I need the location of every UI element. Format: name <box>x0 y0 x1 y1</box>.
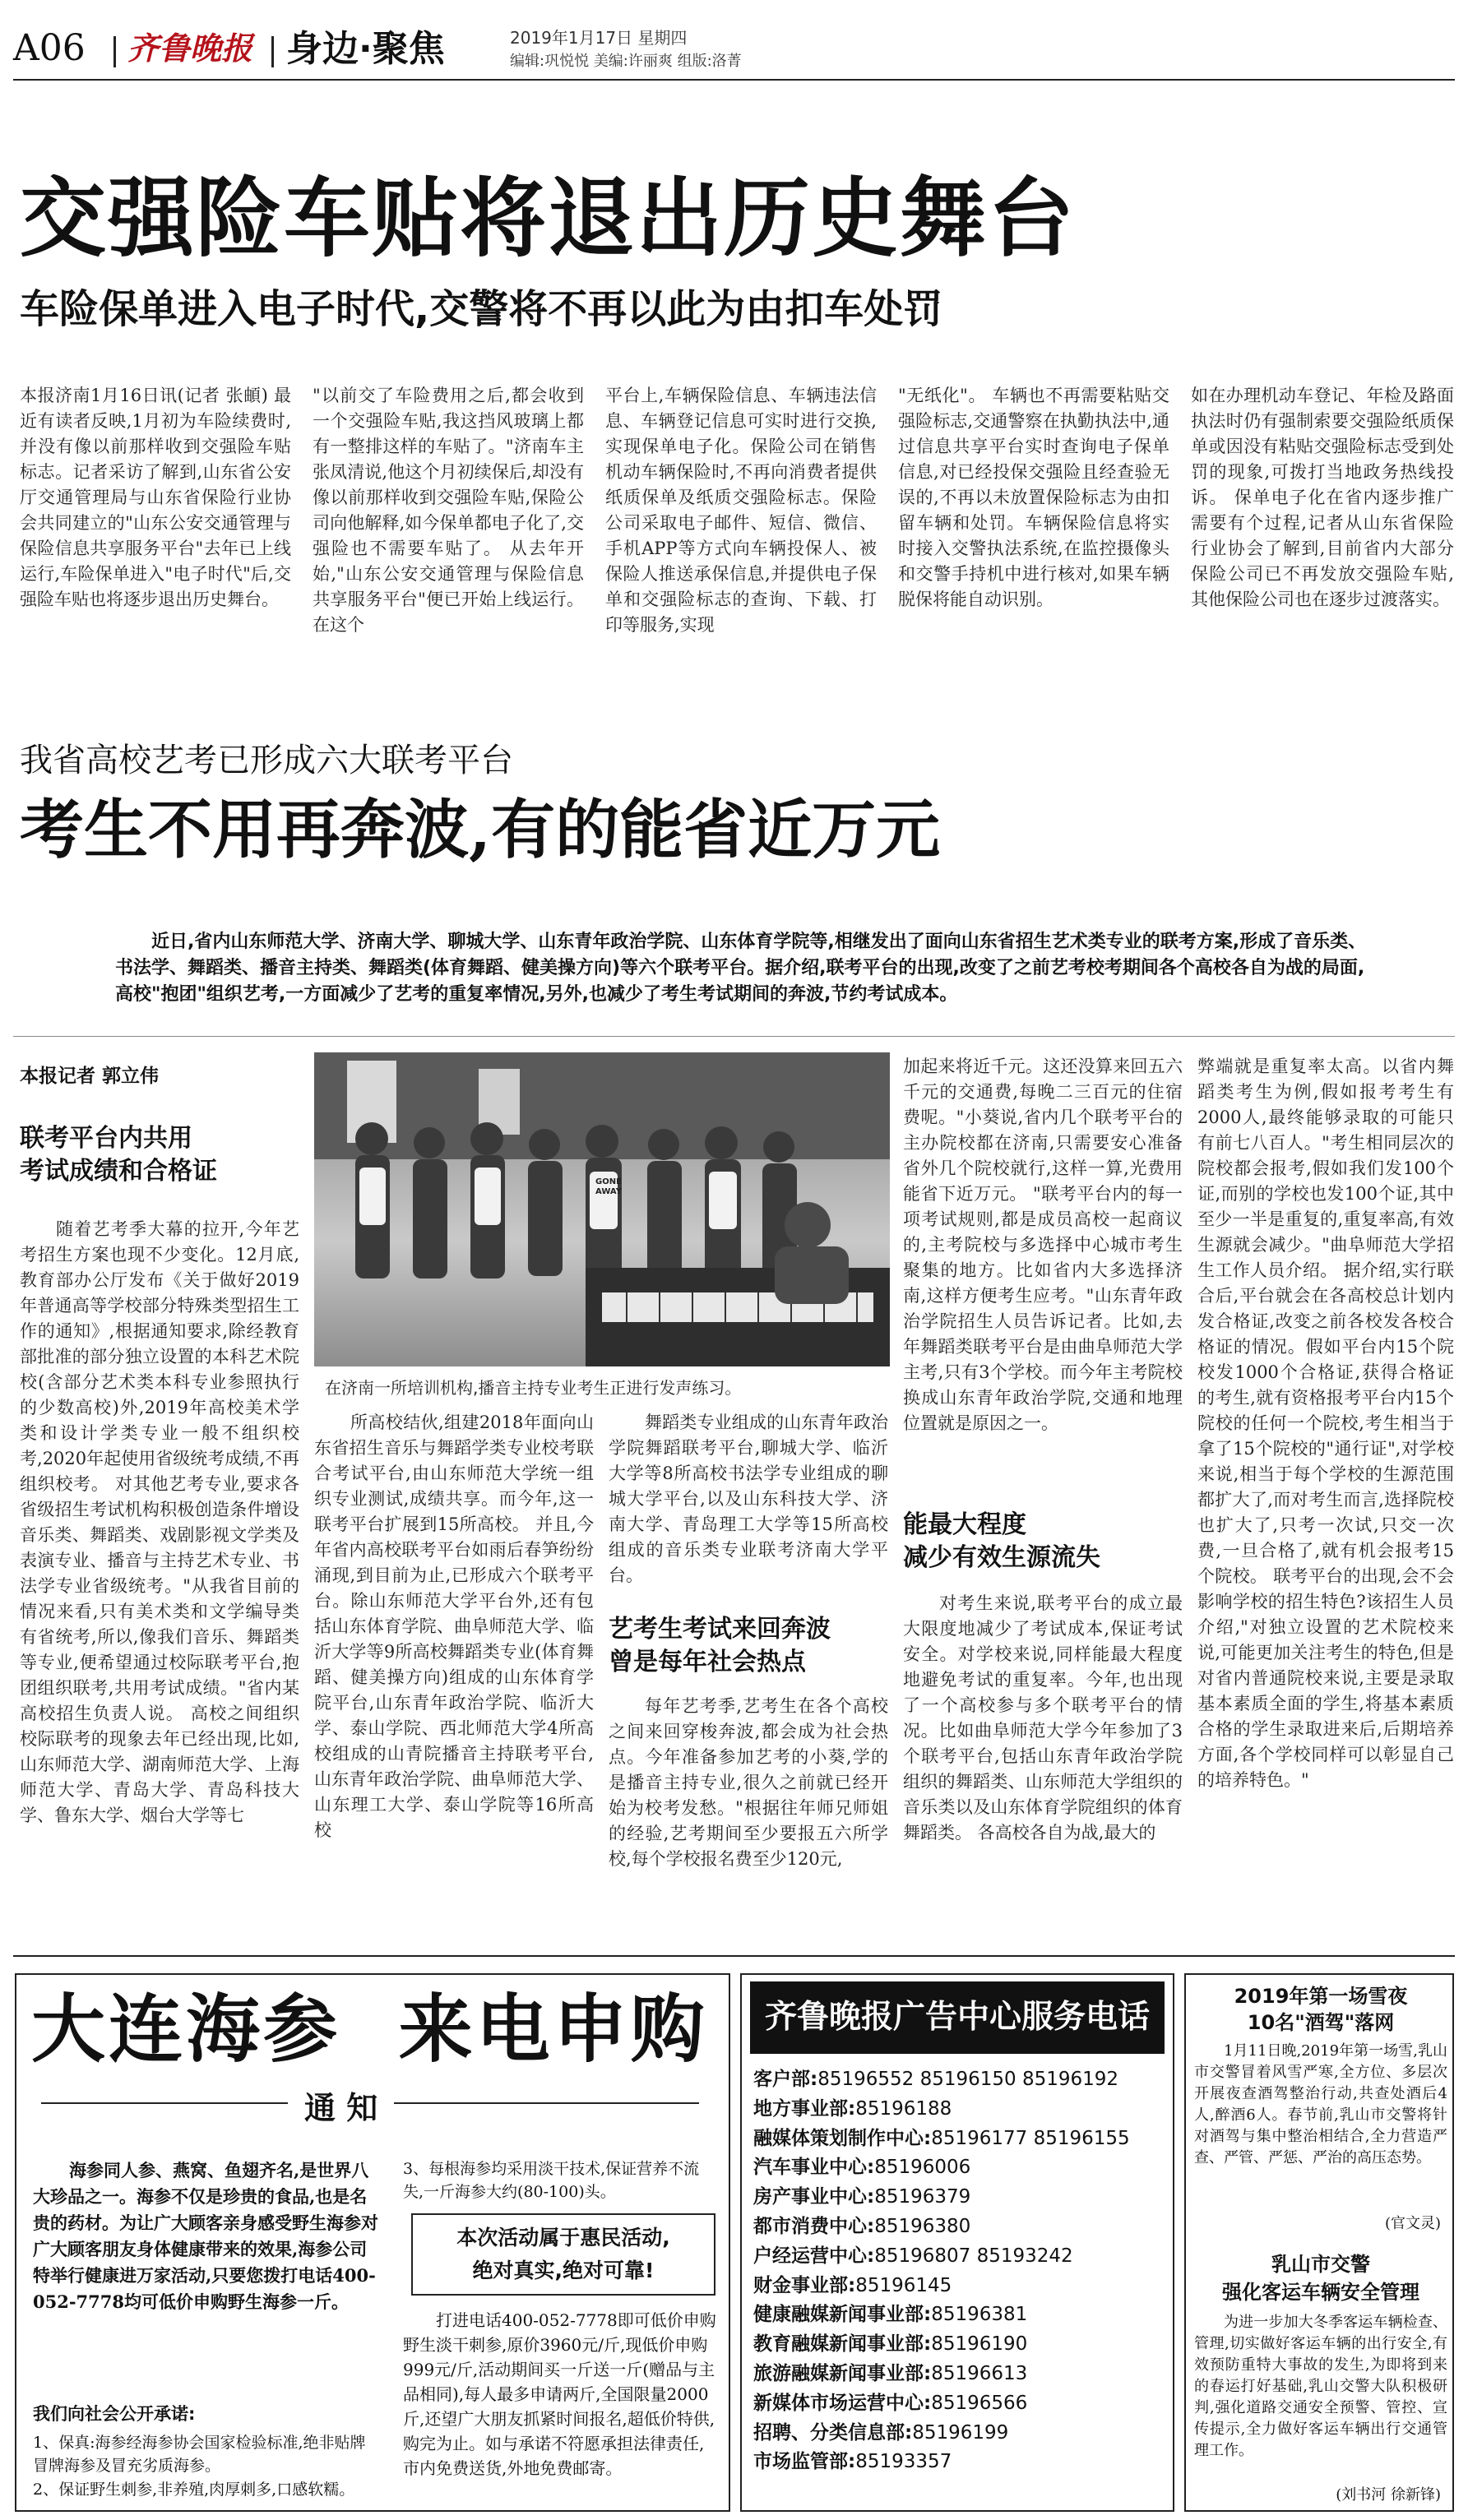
photo-illustration <box>314 1052 890 1366</box>
story2-col-3: 舞蹈类专业组成的山东青年政治学院舞蹈联考平台,聊城大学、临沂大学等8所高校书法学专业组成的聊城大学平台,以及山东科技大学、济南大学、青岛理工大学等15所高校组成的音乐类专业联考济南大学平台。 <box>609 1413 888 1585</box>
ad3-title-2: 乳山市交警 强化客运车辆安全管理 <box>1222 2253 1419 2304</box>
story2-col-2: 所高校结伙,组建2018年面向山东省招生音乐与舞蹈学类专业校考联合考试平台,由山东师范大学统一组织专业测试,成绩共享。而今年,这一联考平台扩展到15所高校。 并且,今年省内高校联考平台如雨后春笋纷纷涌现,到目前为止,已形成六个联考平台。除山东师范大学平台外,还有包括山东体育学院、曲阜师范大学、临沂大学等9所高校舞蹈类专业(体育舞蹈、健美操方向)组成的山东体育学院平台,山东青年政治学院、临沂大学、泰山学院、西北师范大学4所高校组成的山青院播音主持联考平台,山东青年政治学院、曲阜师范大学、山东理工大学、泰山学院等16所高校 <box>314 1413 594 1840</box>
ad2-title: 齐鲁晚报广告中心服务电话 <box>750 1981 1165 2054</box>
story2-subhead-3: 能最大程度 减少有效生源流失 <box>903 1510 1100 1572</box>
ad3-sig-2: (刘书河 徐新锋) <box>1336 2486 1441 2504</box>
story2-kicker: 我省高校艺考已形成六大联考平台 <box>20 742 513 779</box>
ad1-pledge-1: 1、保真:海参经海参协会国家检验标准,绝非贴牌冒牌海参及冒充劣质海参。 <box>33 2434 366 2475</box>
ad2-row: 汽车事业中心:85196006 <box>753 2157 971 2179</box>
story2-subhead-2: 艺考生考试来回奔波 曾是每年社会热点 <box>609 1615 831 1676</box>
ad2-row: 都市消费中心:85196380 <box>753 2215 971 2237</box>
ad1-pledge-2: 2、保证野生刺参,非养殖,肉厚刺多,口感软糯。 <box>33 2481 355 2499</box>
ad2-row: 财金事业部:85196145 <box>753 2274 952 2296</box>
story2-intro: 近日,省内山东师范大学、济南大学、聊城大学、山东青年政治学院、山东体育学院等,相继发出了面向山东省招生艺术类专业的联考方案,形成了音乐类、书法学、舞蹈类、播音主持类、舞蹈类(体育舞蹈、健美操方向)等六个联考平台。据介绍,联考平台的出现,改变了之前艺考校考期间各个高校各自为战的局面,高校"抱团"组织艺考,一方面减少了艺考的重复率情况,另外,也减少了考生考试期间的奔波,节约考试成本。 <box>115 932 1367 1005</box>
ad2-row: 房产事业中心:85196379 <box>753 2186 971 2208</box>
ad3-sig-1: (官文灵) <box>1384 2215 1441 2232</box>
ad3-body-2: 为进一步加大冬季客运车辆检查、管理,切实做好客运车辆的出行安全,有效预防重特大事故的发生,为即将到来的春运打好基础,乳山交警大队积极研判,强化道路交通安全预警、管控、宣传提示,全力做好客运车辆出行交通管理工作。 <box>1194 2314 1447 2459</box>
photo-caption: 在济南一所培训机构,播音主持专业考生正进行发声练习。 <box>325 1378 742 1398</box>
ad2-row: 旅游融媒新闻事业部:85196613 <box>753 2362 1028 2384</box>
ad1-promise-box: 本次活动属于惠民活动, 绝对真实,绝对可靠! <box>411 2213 715 2296</box>
ad1-pledge: 我们向社会公开承诺: <box>33 2404 196 2424</box>
story1-col-4: "无纸化"。 车辆也不再需要粘贴交强险标志,交通警察在执勤执法中,通过信息共享平台实时查询电子保单信息,对已经投保交强险且经查验无误的,不再以未放置保险标志为由扣留车辆和处罚。车辆保险信息将实时接入交警执法系统,在监控摄像头和交警手持机中进行核对,如果车辆脱保将能自动识别。 <box>898 386 1169 609</box>
ad3-title-1: 2019年第一场雪夜 10名"酒驾"落网 <box>1234 1985 1408 2034</box>
story1-col-3: 平台上,车辆保险信息、车辆违法信息、车辆登记信息可实时进行交换,实现保单电子化。保险公司在销售机动车辆保险时,不再向消费者提供纸质保单及纸质交强险标志。保险公司采取电子邮件、短信、微信、手机APP等方式向车辆投保人、被保险人推送承保信息,并提供电子保单和交强险标志的查询、下载、打印等服务,实现 <box>605 386 877 635</box>
story2-col-4b: 对考生来说,联考平台的成立最大限度地减少了考试成本,保证考试安全。对学校来说,同样能最大程度地避免考试的重复率。今年,也出现了一个高校参与多个联考平台的情况。比如曲阜师范大学今年参加了3个联考平台,包括山东青年政治学院组织的舞蹈类、山东师范大学组织的音乐类以及山东体育学院组织的体育舞蹈类。 各高校各自为战,最大的 <box>903 1593 1183 1843</box>
ad2-row: 招聘、分类信息部:85196199 <box>753 2421 1009 2444</box>
ad1-notice: 通 知 <box>288 2092 394 2125</box>
photo-shirt-text: GONE AWAY <box>595 1177 622 1196</box>
ad2-row: 客户部:85196552 85196150 85196192 <box>753 2069 1119 2090</box>
ad2-row: 地方事业部:85196188 <box>753 2097 952 2120</box>
story1-col-1: 本报济南1月16日讯(记者 张頔) 最近有读者反映,1月初为车险续费时,并没有像以前那样收到交强险车贴标志。记者采访了解到,山东省公安厅交通管理局与山东省保险行业协会共同建立的"山东公安交通管理与保险信息共享服务平台"去年已上线运行,车险保单进入"电子时代"后,交强险车贴也将逐步退出历史舞台。 <box>20 386 291 609</box>
story1-col-2: "以前交了车险费用之后,都会收到一个交强险车贴,我这挡风玻璃上都有一整排这样的车贴了。"济南车主张凤清说,他这个月初续保后,却没有像以前那样收到交强险车贴,保险公司向他解释,如今保单都电子化了,交强险也不需要车贴了。 从去年开始,"山东公安交通管理与保险信息共享服务平台"便已开始上线运行。在这个 <box>313 386 584 635</box>
ad-traffic-police <box>1184 1973 1454 2512</box>
page-number: A06 <box>13 27 86 69</box>
section-title: 身边·聚焦 <box>286 28 445 70</box>
news-photo <box>314 1052 890 1366</box>
story2-byline: 本报记者 郭立伟 <box>20 1066 160 1087</box>
ad2-row: 融媒体策划制作中心:85196177 85196155 <box>753 2127 1130 2149</box>
ad2-row: 健康融媒新闻事业部:85196381 <box>753 2304 1028 2326</box>
story2-headline: 考生不用再奔波,有的能省近万元 <box>20 793 941 867</box>
story2-col-3b: 每年艺考季,艺考生在各个高校之间来回穿梭奔波,都会成为社会热点。今年准备参加艺考的小葵,学的是播音主持专业,很久之前就已经开始为校考发愁。"根据往年师兄师姐的经验,艺考期间至少要报五六所学校,每个学校报名费至少120元, <box>609 1696 888 1869</box>
ad1-body-2: 打进电话400-052-7778即可低价申购野生淡干刺参,原价3960元/斤,现低价申购999元/斤,活动期间买一斤送一斤(赠品与主品相同),每人最多申请两斤,全国限量2000斤,还望广大朋友抓紧时间报名,超低价特供,购完为止。如与承诺不符愿承担法律责任,市内免费送货,外地免费邮寄。 <box>403 2310 716 2478</box>
ad2-row: 新媒体市场运营中心:85196566 <box>753 2392 1028 2414</box>
ad3-body-1: 1月11日晚,2019年第一场雪,乳山市交警冒着风雪严寒,全方位、多层次开展夜查酒驾整治行动,共查处酒后4人,醉酒6人。春节前,乳山市交警将针对酒驾与集中整治相结合,全力营造严查、严管、严惩、严治的高压态势。 <box>1194 2042 1447 2166</box>
ad-sea-cucumber <box>15 1973 730 2512</box>
story2-col-1: 随着艺考季大幕的拉开,今年艺考招生方案也现不少变化。12月底,教育部办公厅发布《关于做好2019年普通高等学校部分特殊类型招生工作的通知》,根据通知要求,除经教育部批准的部分独立设置的本科艺术院校(含部分艺术类本科专业参照执行的少数高校)外,2019年高校美术学类和设计学类专业一般不组织校考,2020年起使用省级统考成绩,不再组织校考。 对其他艺考专业,要求各省级招生考试机构积极创造条件增设音乐类、舞蹈类、戏剧影视文学类及表演专业、播音与主持艺术专业、书法学专业省级统考。"从我省目前的情况来看,只有美术类和文学编导类有省统考,所以,像我们音乐、舞蹈类等专业,便希望通过校际联考平台,抱团组织联考,共用考试成绩。"省内某高校招生负责人说。 高校之间组织校际联考的现象去年已经出现,比如,山东师范大学、湖南师范大学、上海师范大学、青岛大学、青岛科技大学、鲁东大学、烟台大学等七 <box>20 1219 299 1825</box>
story1-subhead: 车险保单进入电子时代,交警将不再以此为由扣车处罚 <box>20 286 943 332</box>
story1-headline: 交强险车贴将退出历史舞台 <box>20 167 1077 269</box>
ad1-body: 海参同人参、燕窝、鱼翅齐名,是世界八大珍品之一。海参不仅是珍贵的食品,也是名贵的药材。为让广大顾客亲身感受野生海参对广大顾客朋友身体健康带来的效果,海参公司特举行健康进万家活动,只要您拨打电话400-052-7778均可低价申购野生海参一斤。 <box>33 2160 378 2312</box>
ad1-title: 大连海参 来电申购 <box>31 1986 708 2073</box>
story1-col-5: 如在办理机动车登记、年检及路面执法时仍有强制索要交强险纸质保单或因没有粘贴交强险标志受到处罚的现象,可拨打当地政务热线投诉。 保单电子化在省内逐步推广需要有个过程,记者从山东省保险行业协会了解到,目前省内大部分保险公司已不再发放交强险车贴,其他保险公司也在逐步过渡落实。 <box>1191 386 1454 609</box>
story2-col-4: 加起来将近千元。这还没算来回五六千元的交通费,每晚二三百元的住宿费呢。"小葵说,省内几个联考平台的主办院校都在济南,只需要安心准备省外几个院校就行,这样一算,光费用能省下近万元。 "联考平台内的每一项考试规则,都是成员高校一起商议的,主考院校与多选择中心城市考生聚集的地方。比如省内大多选择济南,这样方便考生应考。"山东青年政治学院招生人员告诉记者。比如,去年舞蹈类联考平台是由曲阜师范大学主考,只有3个学校。而今年主考院校换成山东青年政治学院,交通和地理位置就是原因之一。 <box>903 1057 1183 1433</box>
ad2-row: 市场监管部:85193357 <box>753 2451 952 2473</box>
ad2-row: 教育融媒新闻事业部:85196190 <box>753 2333 1028 2356</box>
ad-service-phones <box>740 1973 1174 2512</box>
paper-logo: 齐鲁晚报 <box>127 30 253 67</box>
story2-subhead-1: 联考平台内共用 考试成绩和合格证 <box>20 1124 217 1186</box>
story2-col-5: 弊端就是重复率太高。以省内舞蹈类考生为例,假如报考考生有2000人,最终能够录取的可能只有前七八百人。"考生相同层次的院校都会报考,假如我们发100个证,而别的学校也发100个证,其中至少一半是重复的,重复率高,有效生源就会减少。"曲阜师范大学招生工作人员介绍。 据介绍,实行联合后,平台就会在各高校总计划内发合格证,改变之前各校发各校合格证的情况。假如平台内15个院校发1000个合格证,获得合格证的考生,就有资格报考平台内15个院校的任何一个院校,考生相当于拿了15个院校的"通行证",对学校来说,相当于每个学校的生源范围都扩大了,而对考生而言,选择院校也扩大了,只考一次试,只交一次费,一旦合格了,就有机会报考15个院校。 联考平台的出现,会不会影响学校的招生特色?该招生人员介绍,"对独立设置的艺术院校来说,可能更加关注考生的特色,但是对省内普通院校来说,主要是录取基本素质全面的学生,将基本素质合格的学生录取进来后,后期培养方面,各个学校同样可以彰显自己的培养特色。" <box>1197 1057 1454 1790</box>
ad1-pledge-3: 3、每根海参均采用淡干技术,保证营养不流失,一斤海参大约(80-100)头。 <box>403 2160 700 2201</box>
ad2-row: 户经运营中心:85196807 85193242 <box>753 2245 1073 2267</box>
issue-date: 2019年1月17日 星期四 <box>510 28 688 48</box>
credits: 编辑:巩悦悦 美编:许丽爽 组版:洛菁 <box>510 53 742 70</box>
